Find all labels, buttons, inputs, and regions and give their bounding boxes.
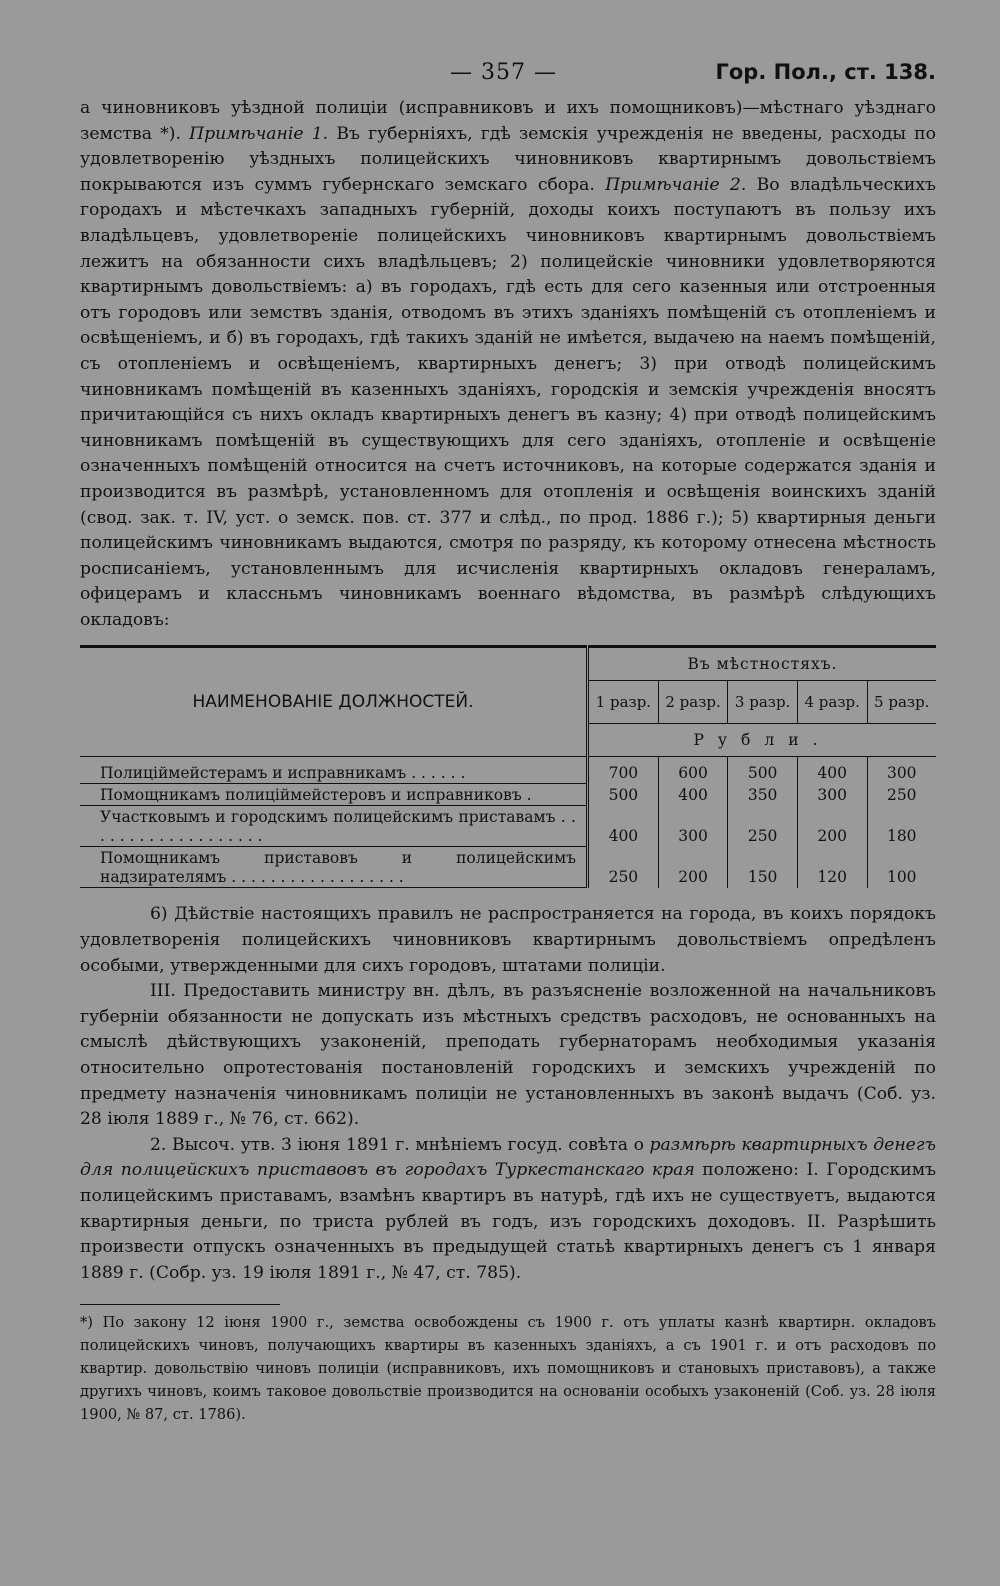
document-page xyxy=(80,56,936,1426)
paragraph-4-text-a: 2. Высоч. утв. 3 іюня 1891 г. мнѣніемъ госуд. совѣта о xyxy=(150,1134,650,1155)
table-cell: 300 xyxy=(797,784,867,806)
paragraph-1-text-a: а чиновниковъ уѣздной полиціи (исправниковъ и ихъ помощниковъ)—мѣстнаго уѣзднаго земства *). xyxy=(80,98,936,144)
body-text xyxy=(80,96,936,633)
rank-header: 1 разр. xyxy=(588,681,659,724)
table-cell: 400 xyxy=(588,806,659,847)
note-2-label: Примѣчаніе 2. xyxy=(605,174,747,195)
table-cell: 500 xyxy=(728,757,798,784)
table-row xyxy=(80,847,936,888)
position-label: Участковымъ и городскимъ полицейскимъ приставамъ . . . . . . . . . . . . . . . . . . . xyxy=(80,806,588,847)
table-cell: 400 xyxy=(658,784,728,806)
table-row xyxy=(80,806,936,847)
paragraph-2: 6) Дѣйствіе настоящихъ правилъ не распространяется на города, въ коихъ порядокъ удовлетворенія полицейскихъ чиновниковъ квартирнымъ довольствіемъ опредѣленъ особыми, утвержденными для сихъ городовъ, штатами полиціи. xyxy=(80,904,936,976)
body-text-continued xyxy=(80,902,936,1286)
table-cell: 400 xyxy=(797,757,867,784)
rank-header: 2 разр. xyxy=(658,681,728,724)
table-cell: 350 xyxy=(728,784,798,806)
paragraph-3: III. Предоставить министру вн. дѣлъ, въ разъясненіе возложенной на начальниковъ губерніи обязанности не допускать изъ мѣстныхъ средствъ расходовъ, не основанныхъ на смыслѣ дѣйствующихъ узаконеній, преподать губернаторамъ необходимыя указанія относительно опротестованія постановленій городскихъ и земскихъ учрежденій по предмету назначенія чиновникамъ полиціи не установленныхъ въ законѣ выдачъ (Соб. уз. 28 іюля 1889 г., № 76, ст. 662). xyxy=(80,981,936,1130)
rank-header: 4 разр. xyxy=(797,681,867,724)
table-cell: 200 xyxy=(797,806,867,847)
table-row xyxy=(80,784,936,806)
table-cell: 150 xyxy=(728,847,798,888)
column-group-header: Въ мѣстностяхъ. xyxy=(588,647,937,681)
table-cell: 100 xyxy=(867,847,936,888)
table-cell: 500 xyxy=(588,784,659,806)
page-number: — 357 — xyxy=(450,60,557,85)
table-cell: 300 xyxy=(867,757,936,784)
paragraph-1 xyxy=(80,96,936,633)
position-label: Помощникамъ приставовъ и полицейскимъ надзирателямъ . . . . . . . . . . . . . . . . . . xyxy=(80,847,588,888)
paragraph-1-text-c: Во владѣльческихъ городахъ и мѣстечкахъ западныхъ губерній, доходы коихъ поступаютъ въ пользу ихъ владѣльцевъ, удовлетвореніе полицейскихъ чиновниковъ квартирнымъ довольствіемъ лежитъ на обязанности сихъ владѣльцевъ; 2) полицейскіе чиновники удовлетворяются квартирнымъ довольствіемъ: а) въ городахъ, гдѣ есть для сего казенныя или отстроенныя отъ городовъ или земствъ зданія, отводомъ въ этихъ зданіяхъ помѣщеній съ отопленіемъ и освѣщеніемъ, и б) въ городахъ, гдѣ такихъ зданій не имѣется, выдачею на наемъ помѣщеній, съ отопленіемъ и освѣщеніемъ, квартирныхъ денегъ; 3) при отводѣ полицейскимъ чиновникамъ помѣщеній въ казенныхъ зданіяхъ, городскія и земскія учрежденія вносятъ причитающійся съ нихъ окладъ квартирныхъ денегъ въ казну; 4) при отводѣ полицейскимъ чиновникамъ помѣщеній въ существующихъ для сего зданіяхъ, отопленіе и освѣщеніе означенныхъ помѣщеній относится на счетъ источниковъ, на которые содержатся зданія и производится въ размѣрѣ, установленномъ для отопленія и освѣщенія воинскихъ зданій (свод. зак. т. IV, уст. о земск. пов. ст. 377 и слѣд., по прод. 1886 г.); 5) квартирныя деньги полицейскимъ чиновникамъ выдаются, смотря по разряду, къ которому отнесена мѣстность росписаніемъ, установленнымъ для исчисленія квартирныхъ окладовъ генераламъ, офицерамъ и классньмъ чиновникамъ военнаго вѣдомства, въ размѣрѣ слѣдующихъ окладовъ: xyxy=(80,174,936,630)
table-cell: 700 xyxy=(588,757,659,784)
table-row xyxy=(80,757,936,784)
salary-table xyxy=(80,645,936,888)
units-header: Рубли. xyxy=(588,724,937,757)
column-header-positions: НАИМЕНОВАНІЕ ДОЛЖНОСТЕЙ. xyxy=(80,647,588,757)
paragraph-4 xyxy=(80,1133,936,1287)
table-cell: 300 xyxy=(658,806,728,847)
paragraph-1-text-b: Въ губерніяхъ, гдѣ земскія учрежденія не введены, расходы по удовлетворенію уѣздныхъ полицейскихъ чиновниковъ квартирнымъ довольствіемъ покрываются изъ суммъ губернскаго земскаго сбора. xyxy=(80,123,936,195)
note-1-label: Примѣчаніе 1. xyxy=(189,123,329,144)
rank-header: 5 разр. xyxy=(867,681,936,724)
paragraph-4-italic-title: размѣрѣ квартирныхъ денегъ для полицейскихъ приставовъ въ городахъ Туркестанскаго края xyxy=(80,1134,936,1181)
footnote-divider xyxy=(80,1304,280,1305)
table-cell: 250 xyxy=(588,847,659,888)
page-header xyxy=(80,56,936,96)
paragraph-4-text-b: положено: I. Городскимъ полицейскимъ приставамъ, взамѣнъ квартиръ въ натурѣ, гдѣ ихъ не существуетъ, выдаются квартирныя деньги, по триста рублей въ годъ, изъ городскихъ доходовъ. II. Разрѣшить произвести отпускъ означенныхъ въ предыдущей статьѣ квартирныхъ денегъ съ 1 января 1889 г. (Собр. уз. 19 іюля 1891 г., № 47, ст. 785). xyxy=(80,1160,936,1283)
rank-header: 3 разр. xyxy=(728,681,798,724)
table-cell: 180 xyxy=(867,806,936,847)
table-cell: 120 xyxy=(797,847,867,888)
position-label: Полиціймейстерамъ и исправникамъ . . . . . . xyxy=(80,757,588,784)
table-cell: 200 xyxy=(658,847,728,888)
table-cell: 600 xyxy=(658,757,728,784)
running-head: Гор. Пол., ст. 138. xyxy=(715,60,936,84)
table-cell: 250 xyxy=(867,784,936,806)
table-cell: 250 xyxy=(728,806,798,847)
footnote: *) По закону 12 іюня 1900 г., земства освобождены съ 1900 г. отъ уплаты казнѣ квартирн. окладовъ полицейскихъ чиновъ, получающихъ квартиры въ казенныхъ зданіяхъ, а съ 1901 г. и отъ расходовъ по квартир. довольствію чиновъ полиціи (исправниковъ, ихъ помощниковъ и становыхъ приставовъ), а также другихъ чиновъ, коимъ таковое довольствіе производится на основаніи особыхъ узаконеній (Соб. уз. 28 іюля 1900, № 87, ст. 1786). xyxy=(80,1314,936,1424)
position-label: Помощникамъ полиціймейстеровъ и исправниковъ . xyxy=(80,784,588,806)
